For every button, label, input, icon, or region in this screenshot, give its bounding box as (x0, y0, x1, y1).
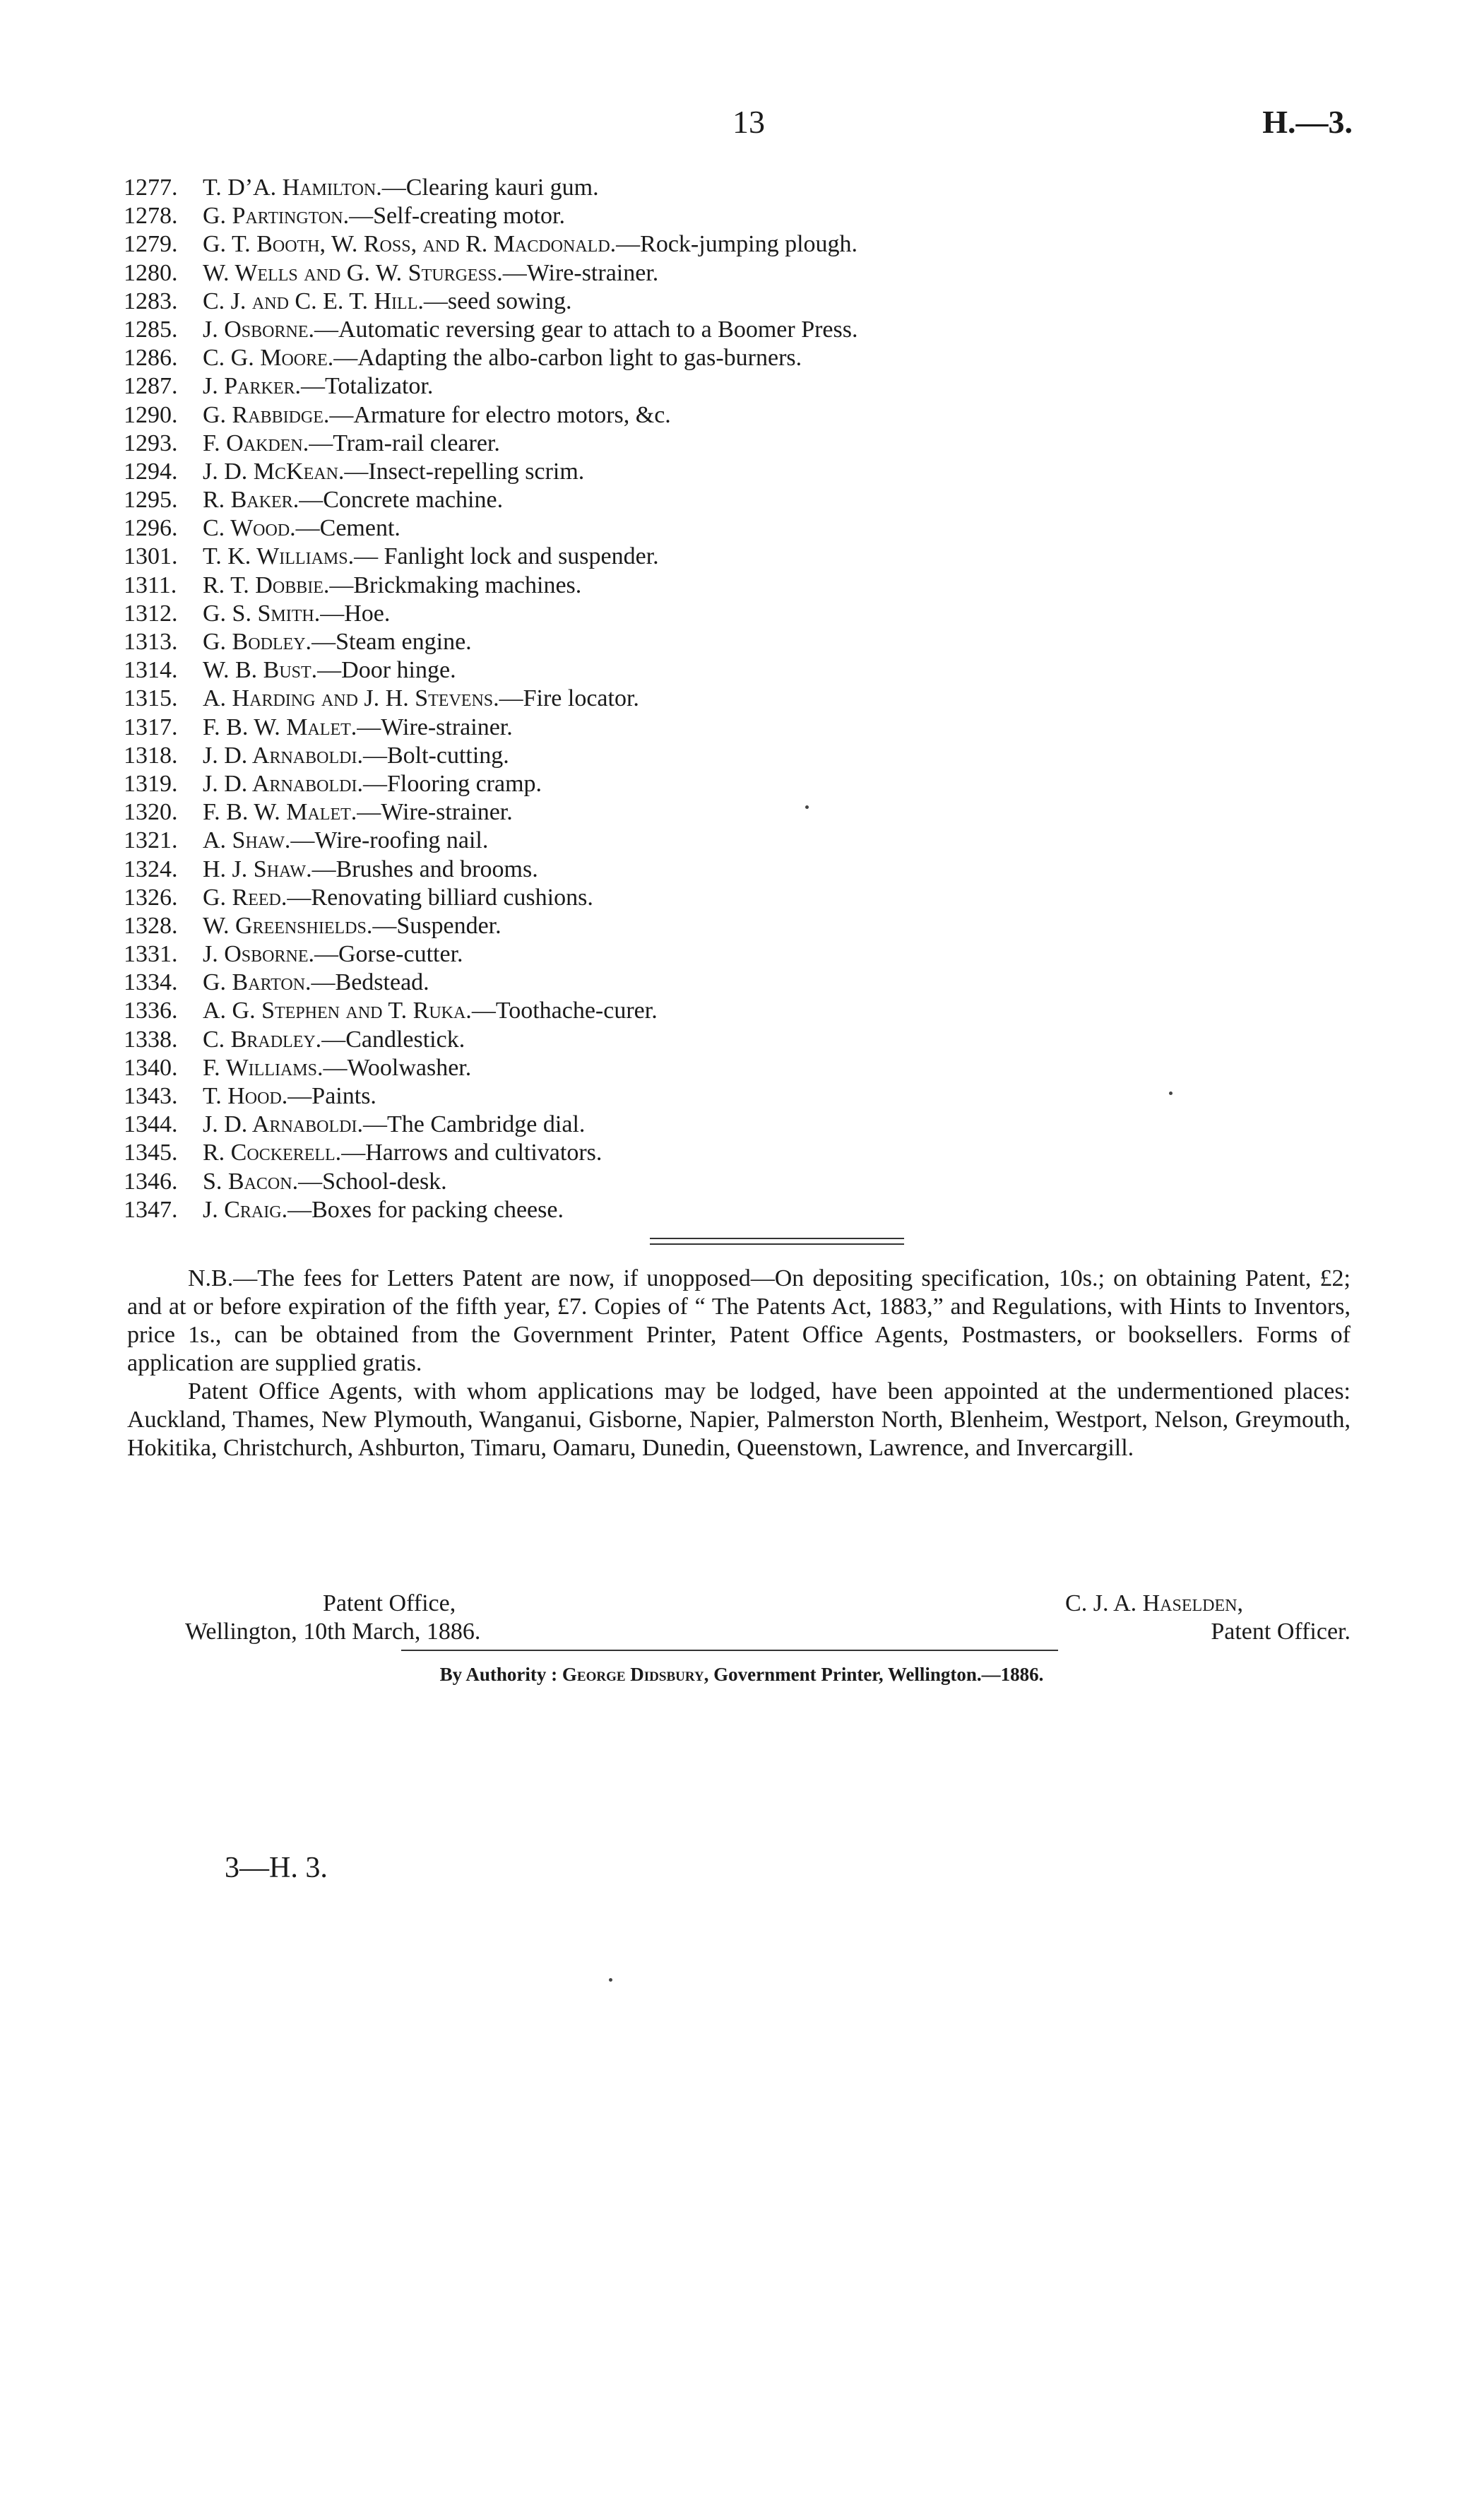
entry-invention: —School-desk. (298, 1168, 447, 1195)
entry-applicant: G. S. Smith. (203, 600, 321, 627)
print-speck (1169, 1092, 1173, 1095)
patent-list (124, 174, 1324, 1224)
entry-applicant: J. Osborne. (203, 316, 314, 343)
entry-invention: —Boxes for packing cheese. (287, 1196, 564, 1223)
entry-invention: —Steam engine. (311, 629, 472, 655)
entry-number: 1277. (124, 174, 178, 201)
entry-number: 1278. (124, 203, 178, 230)
entry-number: 1295. (124, 487, 178, 514)
patent-entry (124, 1196, 1324, 1224)
entry-applicant: J. Osborne. (203, 941, 314, 968)
entry-invention: —Bedstead. (311, 969, 429, 996)
entry-applicant: G. Reed. (203, 884, 287, 911)
entry-invention: —Cement. (295, 515, 400, 542)
print-speck (805, 805, 809, 809)
entry-invention: —Adapting the albo-carbon light to gas-burners. (333, 345, 802, 372)
entry-applicant: F. Williams. (203, 1054, 324, 1081)
patent-entry (124, 372, 1324, 401)
sheet-signature-mark: 3—H. 3. (225, 1852, 328, 1884)
entry-invention: —The Cambridge dial. (362, 1111, 586, 1138)
entry-applicant: A. G. Stephen and T. Ruka. (203, 998, 472, 1024)
patent-entry (124, 230, 1324, 259)
entry-applicant: A. Harding and J. H. Stevens. (203, 685, 499, 712)
entry-invention: —Renovating billiard cushions. (287, 884, 593, 911)
entry-invention: —Wire-strainer. (357, 714, 513, 740)
printer-imprint (141, 1664, 1342, 1686)
entry-applicant: R. T. Dobbie. (203, 572, 330, 598)
entry-invention: —Suspender. (372, 912, 501, 939)
entry-number: 1287. (124, 373, 178, 400)
patent-entry (124, 543, 1324, 571)
signature-line-2 (127, 1618, 1351, 1646)
entry-invention: —Insect-repelling scrim. (344, 458, 585, 485)
officer-name: C. J. A. Haselden, (1065, 1590, 1243, 1616)
entry-applicant: F. B. W. Malet. (203, 799, 357, 826)
entry-number: 1344. (124, 1111, 178, 1138)
entry-number: 1319. (124, 770, 178, 797)
entry-applicant: J. D. Arnaboldi. (203, 770, 363, 797)
patent-entry (124, 600, 1324, 628)
footer-rule (401, 1650, 1058, 1651)
agents-paragraph: Patent Office Agents, with whom applications may be lodged, have been appointed at the undermentioned places: Auckland, Thames, New Plymouth, Wanganui, Gisborne, Napier, Palmerston North, Blenheim, Westport, Nelson, Greymouth, Hokitika, Christchurch, Ashburton, Timaru, Oamaru, Dunedin, Queenstown, Lawrence, and Invercargill. (127, 1378, 1351, 1461)
entry-applicant: C. G. Moore. (203, 345, 334, 372)
entry-invention: —Brickmaking machines. (329, 572, 582, 598)
patent-entry (124, 430, 1324, 458)
double-rule-divider (650, 1238, 904, 1245)
notes-section (127, 1265, 1351, 1462)
entry-number: 1318. (124, 742, 178, 769)
entry-applicant: J. D. Arnaboldi. (203, 742, 363, 769)
entry-applicant: G. Partington. (203, 203, 350, 230)
entry-applicant: J. Craig. (203, 1196, 288, 1223)
entry-invention: —Flooring cramp. (362, 770, 542, 797)
patent-entry (124, 628, 1324, 656)
entry-number: 1334. (124, 969, 178, 996)
entry-applicant: A. Shaw. (203, 827, 291, 854)
entry-number: 1321. (124, 827, 178, 854)
patent-entry (124, 685, 1324, 713)
entry-number: 1345. (124, 1140, 178, 1166)
entry-applicant: C. J. and C. E. T. Hill. (203, 288, 424, 314)
patent-entry (124, 714, 1324, 742)
entry-applicant: R. Cockerell. (203, 1140, 342, 1166)
patent-entry (124, 344, 1324, 372)
entry-applicant: C. Wood. (203, 515, 296, 542)
entry-number: 1280. (124, 259, 178, 286)
entry-number: 1285. (124, 316, 178, 343)
patent-entry (124, 401, 1324, 430)
entry-applicant: W. Wells and G. W. Sturgess. (203, 259, 503, 286)
print-speck (609, 1978, 612, 1982)
patent-entry (124, 1054, 1324, 1082)
patent-entry (124, 288, 1324, 316)
entry-number: 1296. (124, 515, 178, 542)
patent-entry (124, 202, 1324, 230)
entry-applicant: W. B. Bust. (203, 657, 318, 684)
officer-title: Patent Officer. (1211, 1619, 1351, 1645)
entry-invention: — Fanlight lock and suspender. (354, 543, 659, 570)
entry-number: 1301. (124, 543, 178, 570)
entry-applicant: C. Bradley. (203, 1026, 322, 1053)
entry-number: 1338. (124, 1026, 178, 1053)
patent-entry (124, 259, 1324, 288)
patent-entry (124, 770, 1324, 798)
entry-invention: —Clearing kauri gum. (381, 174, 599, 201)
patent-entry (124, 316, 1324, 344)
entry-number: 1346. (124, 1168, 178, 1195)
entry-invention: —seed sowing. (423, 288, 572, 314)
entry-applicant: T. K. Williams. (203, 543, 355, 570)
entry-invention: —Self-creating motor. (349, 203, 565, 230)
page-number: 13 (732, 104, 765, 140)
patent-entry (124, 742, 1324, 770)
patent-entry (124, 1111, 1324, 1139)
imprint-prefix: By Authority : (439, 1664, 558, 1685)
entry-invention: —Wire-strainer. (357, 799, 513, 826)
entry-applicant: G. Bodley. (203, 629, 312, 655)
entry-number: 1294. (124, 458, 178, 485)
patent-entry (124, 940, 1324, 969)
entry-number: 1279. (124, 231, 178, 258)
patent-entry (124, 514, 1324, 543)
entry-number: 1343. (124, 1083, 178, 1109)
entry-applicant: H. J. Shaw. (203, 856, 312, 882)
entry-number: 1283. (124, 288, 178, 314)
entry-applicant: T. Hood. (203, 1083, 288, 1109)
patent-entry (124, 912, 1324, 940)
entry-invention: —Bolt-cutting. (362, 742, 509, 769)
entry-invention: —Fire locator. (499, 685, 639, 712)
patent-entry (124, 1168, 1324, 1196)
entry-invention: —Toothache-curer. (471, 998, 658, 1024)
place-date: Wellington, 10th March, 1886. (185, 1619, 481, 1645)
entry-applicant: R. Baker. (203, 487, 299, 514)
patent-entry (124, 458, 1324, 486)
entry-number: 1331. (124, 941, 178, 968)
entry-number: 1311. (124, 572, 177, 598)
entry-number: 1347. (124, 1196, 178, 1223)
entry-invention: —Door hinge. (317, 657, 456, 684)
entry-number: 1314. (124, 657, 178, 684)
patent-entry (124, 174, 1324, 202)
patent-entry (124, 1026, 1324, 1054)
entry-invention: —Concrete machine. (299, 487, 504, 514)
entry-applicant: J. D. McKean. (203, 458, 345, 485)
entry-number: 1317. (124, 714, 178, 740)
patent-entry (124, 486, 1324, 514)
entry-invention: —Automatic reversing gear to attach to a Boomer Press. (314, 316, 858, 343)
entry-number: 1320. (124, 799, 178, 826)
entry-invention: —Armature for electro motors, &c. (329, 401, 671, 428)
patent-entry (124, 997, 1324, 1025)
patent-entry (124, 856, 1324, 884)
entry-applicant: G. Rabbidge. (203, 401, 330, 428)
entry-invention: —Brushes and brooms. (311, 856, 538, 882)
entry-number: 1340. (124, 1054, 178, 1081)
signature-line-1 (127, 1590, 1351, 1618)
entry-applicant: J. Parker. (203, 373, 301, 400)
entry-invention: —Candlestick. (321, 1026, 465, 1053)
entry-number: 1286. (124, 345, 178, 372)
entry-applicant: J. D. Arnaboldi. (203, 1111, 363, 1138)
entry-number: 1324. (124, 856, 178, 882)
patent-entry (124, 969, 1324, 997)
entry-number: 1313. (124, 629, 178, 655)
entry-invention: —Gorse-cutter. (314, 941, 463, 968)
entry-number: 1293. (124, 430, 178, 456)
entry-invention: —Totalizator. (300, 373, 434, 400)
entry-applicant: F. B. W. Malet. (203, 714, 357, 740)
patent-entry (124, 798, 1324, 827)
entry-applicant: F. Oakden. (203, 430, 309, 456)
entry-number: 1315. (124, 685, 178, 712)
document-code: H.—3. (1262, 104, 1353, 140)
imprint-suffix: Government Printer, Wellington.—1886. (713, 1664, 1044, 1685)
entry-number: 1312. (124, 600, 178, 627)
entry-number: 1328. (124, 912, 178, 939)
printer-name: George Didsbury, (562, 1664, 709, 1685)
entry-invention: —Wire-roofing nail. (290, 827, 489, 854)
patent-entry (124, 572, 1324, 600)
entry-applicant: G. Barton. (203, 969, 311, 996)
entry-applicant: T. D’A. Hamilton. (203, 174, 382, 201)
entry-invention: —Hoe. (320, 600, 391, 627)
patent-entry (124, 884, 1324, 912)
entry-invention: —Wire-strainer. (502, 259, 659, 286)
patent-entry (124, 1082, 1324, 1111)
entry-number: 1336. (124, 998, 178, 1024)
entry-invention: —Tram-rail clearer. (309, 430, 500, 456)
patent-entry (124, 827, 1324, 855)
office-label: Patent Office, (323, 1590, 456, 1616)
entry-applicant: W. Greenshields. (203, 912, 373, 939)
entry-number: 1290. (124, 401, 178, 428)
entry-applicant: G. T. Booth, W. Ross, and R. Macdonald. (203, 231, 617, 258)
patent-entry (124, 656, 1324, 685)
entry-number: 1326. (124, 884, 178, 911)
entry-invention: —Rock-jumping plough. (616, 231, 858, 258)
entry-invention: —Woolwasher. (323, 1054, 472, 1081)
entry-invention: —Harrows and cultivators. (341, 1140, 603, 1166)
entry-applicant: S. Bacon. (203, 1168, 299, 1195)
entry-invention: —Paints. (287, 1083, 376, 1109)
fees-paragraph: N.B.—The fees for Letters Patent are now, if unopposed—On depositing specification, 10s.; on obtaining Patent, £2; and at or before expiration of the fifth year, £7. Copies of “ The Patents Act, 1883,” and Regulations, with Hints to Inventors, price 1s., can be obtained from the Government Printer, Patent Office Agents, Postmasters, or booksellers. Forms of application are supplied gratis. (127, 1265, 1351, 1376)
patent-entry (124, 1139, 1324, 1167)
